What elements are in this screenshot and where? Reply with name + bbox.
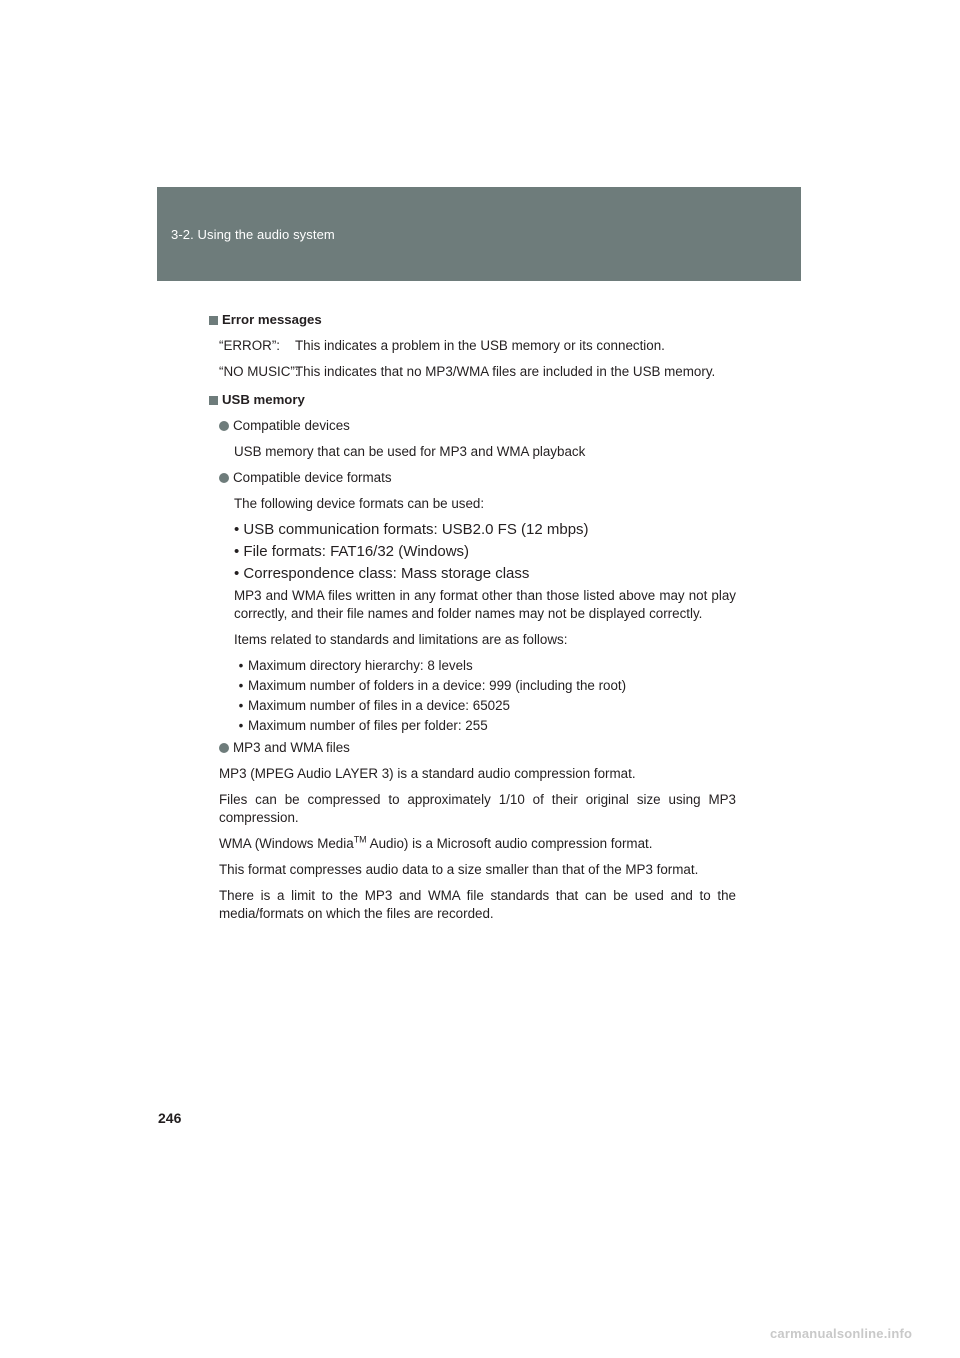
mp3-paragraph-4: This format compresses audio data to a size smaller than that of the MP3 format. bbox=[219, 862, 699, 877]
list-item: • Maximum number of files per folder: 255 bbox=[234, 717, 736, 735]
list-item: • Maximum number of folders in a device: 999 (including the root) bbox=[234, 677, 736, 695]
wma-paragraph: WMA (Windows Media™ Audio) is a Microsoft audio compression format. bbox=[219, 834, 653, 851]
formats-intro: The following device formats can be used: bbox=[234, 496, 485, 511]
mp3-wma-heading bbox=[219, 739, 736, 757]
bullet-mark: • bbox=[238, 678, 244, 693]
limits-intro: Items related to standards and limitations are as follows: bbox=[234, 632, 568, 647]
mp3-paragraph-5: There is a limit to the MP3 and WMA file standards that can be used and to the media/formats on which the files are recorded. bbox=[219, 888, 736, 921]
format-item: • USB communication formats: USB2.0 FS (12 mbps) bbox=[234, 521, 589, 538]
section-title: 3-2. Using the audio system bbox=[171, 227, 335, 242]
page-content bbox=[219, 308, 736, 923]
formats-note: MP3 and WMA files written in any format other than those listed above may not play correctly, and their file names and folder names may not be displayed correctly. bbox=[234, 588, 736, 621]
error-item bbox=[219, 337, 736, 355]
circle-bullet-icon bbox=[219, 743, 229, 753]
circle-bullet-icon bbox=[219, 473, 229, 483]
error-text: This indicates a problem in the USB memory or its connection. bbox=[295, 338, 665, 353]
compatible-devices-heading bbox=[219, 417, 736, 435]
bullet-mark: • bbox=[238, 698, 244, 713]
subheading-text: Compatible devices bbox=[233, 418, 350, 433]
mp3-paragraph-1: MP3 (MPEG Audio LAYER 3) is a standard audio compression format. bbox=[219, 766, 636, 781]
error-messages-heading bbox=[219, 311, 736, 329]
square-bullet-icon bbox=[209, 316, 218, 325]
bullet-mark: • bbox=[238, 718, 244, 733]
error-label: “NO MUSIC”: bbox=[219, 364, 299, 379]
mp3-paragraph-2: Files can be compressed to approximately 1/10 of their original size using MP3 compression. bbox=[219, 792, 736, 825]
square-bullet-icon bbox=[209, 396, 218, 405]
format-item: • File formats: FAT16/32 (Windows) bbox=[234, 543, 470, 560]
bullet-mark: • bbox=[238, 658, 244, 673]
format-item: • Correspondence class: Mass storage class bbox=[234, 565, 530, 582]
circle-bullet-icon bbox=[219, 421, 229, 431]
usb-memory-heading bbox=[219, 391, 736, 409]
subheading-text: Compatible device formats bbox=[233, 470, 392, 485]
watermark: carmanualsonline.info bbox=[770, 1326, 913, 1341]
section-header bbox=[157, 187, 801, 281]
compatible-devices-text: USB memory that can be used for MP3 and WMA playback bbox=[234, 444, 586, 459]
compatible-formats-heading bbox=[219, 469, 736, 487]
list-item: • Maximum number of files in a device: 65025 bbox=[234, 697, 736, 715]
limits-list bbox=[234, 657, 736, 735]
error-item bbox=[219, 363, 736, 381]
heading-text: USB memory bbox=[222, 392, 305, 407]
heading-text: Error messages bbox=[222, 312, 322, 327]
subheading-text: MP3 and WMA files bbox=[233, 740, 350, 755]
error-text: This indicates that no MP3/WMA files are included in the USB memory. bbox=[295, 364, 716, 379]
page-number: 246 bbox=[158, 1110, 182, 1126]
error-label: “ERROR”: bbox=[219, 338, 280, 353]
list-item: • Maximum directory hierarchy: 8 levels bbox=[234, 657, 736, 675]
